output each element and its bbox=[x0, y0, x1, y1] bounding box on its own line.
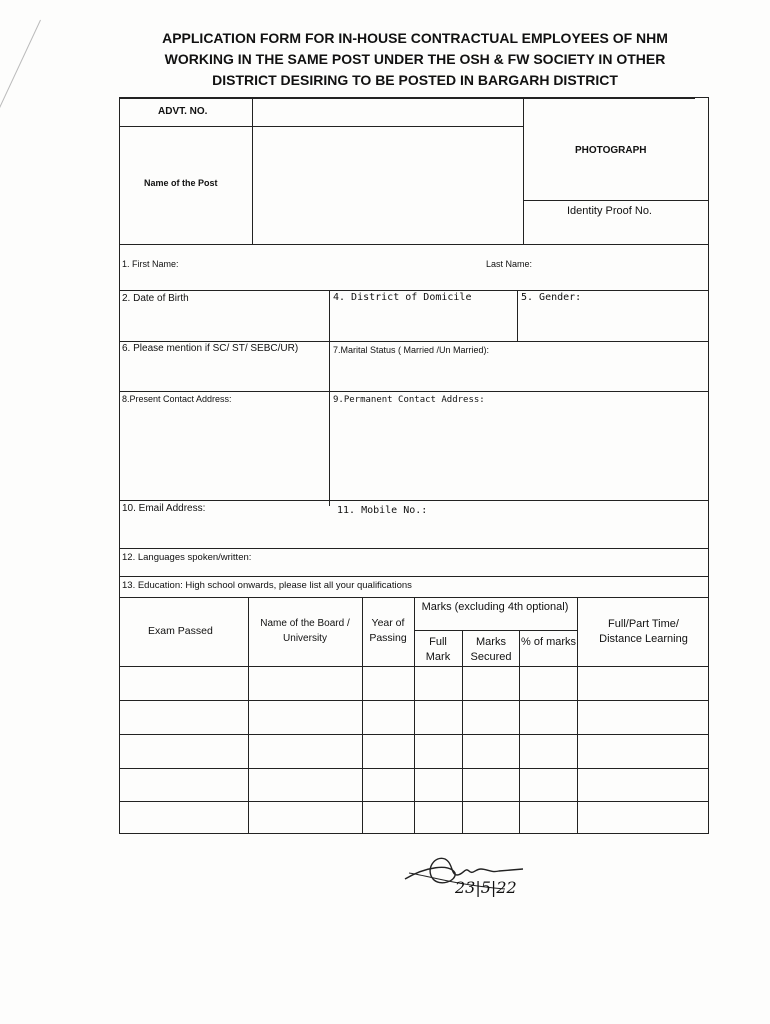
row1-bottom bbox=[119, 290, 709, 291]
percent-header: % of marks bbox=[521, 636, 577, 648]
identity-proof-label: Identity Proof No. bbox=[567, 205, 652, 217]
mobile-label: 11. Mobile No.: bbox=[337, 505, 428, 516]
edu-col-6 bbox=[577, 597, 578, 834]
photograph-label: PHOTOGRAPH bbox=[575, 145, 647, 156]
edu-col-2 bbox=[362, 597, 363, 834]
form-title bbox=[120, 28, 710, 91]
name-of-post-label: Name of the Post bbox=[144, 178, 218, 188]
advt-bottom-line bbox=[119, 126, 524, 127]
exam-passed-header: Exam Passed bbox=[148, 625, 213, 637]
advt-divider bbox=[252, 97, 253, 244]
marks-subheader-line bbox=[414, 630, 577, 631]
marital-status-label: 7.Marital Status ( Married /Un Married): bbox=[333, 345, 490, 355]
full-mark-header: Full Mark bbox=[425, 636, 451, 663]
gender-label: 5. Gender: bbox=[521, 292, 582, 303]
advt-no-label: ADVT. NO. bbox=[158, 106, 208, 117]
photo-divider bbox=[523, 97, 524, 244]
row2-divider-1 bbox=[329, 290, 330, 506]
edu-row-1 bbox=[119, 700, 709, 701]
edu-col-3 bbox=[414, 597, 415, 834]
row5-bottom bbox=[119, 548, 709, 549]
district-label: 4. District of Domicile bbox=[333, 292, 472, 303]
permanent-address-label: 9.Permanent Contact Address: bbox=[333, 395, 485, 405]
header-bottom-line bbox=[119, 244, 709, 245]
row2-divider-2 bbox=[517, 290, 518, 341]
email-label: 10. Email Address: bbox=[122, 503, 206, 514]
mode-header: Full/Part Time/ Distance Learning bbox=[599, 618, 688, 645]
first-name-label: 1. First Name: bbox=[122, 259, 179, 269]
title-line-3: DISTRICT DESIRING TO BE POSTED IN BARGARH DISTRICT bbox=[212, 72, 618, 88]
category-label: 6. Please mention if SC/ ST/ SEBC/UR) bbox=[122, 343, 299, 354]
board-header: Name of the Board / University bbox=[260, 618, 350, 644]
year-header: Year of Passing bbox=[369, 617, 407, 644]
edu-row-3 bbox=[119, 768, 709, 769]
row4-bottom bbox=[119, 500, 709, 501]
title-line-2: WORKING IN THE SAME POST UNDER THE OSH & FW SOCIETY IN OTHER bbox=[164, 51, 666, 67]
title-line-1: APPLICATION FORM FOR IN-HOUSE CONTRACTUAL EMPLOYEES OF NHM bbox=[162, 30, 668, 46]
dob-label: 2. Date of Birth bbox=[122, 293, 189, 304]
edu-row-2 bbox=[119, 734, 709, 735]
signature-date: 23|5|22 bbox=[455, 878, 517, 897]
marks-secured-header: Marks Secured bbox=[470, 636, 512, 663]
edu-row-4 bbox=[119, 801, 709, 802]
edu-col-4 bbox=[462, 630, 463, 834]
marks-header: Marks (excluding 4th optional) bbox=[421, 601, 569, 613]
last-name-label: Last Name: bbox=[486, 259, 533, 269]
row6-bottom bbox=[119, 576, 709, 577]
education-label: 13. Education: High school onwards, please list all your qualifications bbox=[122, 580, 412, 591]
edu-col-1 bbox=[248, 597, 249, 834]
edu-col-5 bbox=[519, 630, 520, 834]
identity-top-line bbox=[523, 200, 709, 201]
row3-bottom bbox=[119, 391, 709, 392]
row2-bottom bbox=[119, 341, 709, 342]
scan-artifact bbox=[0, 20, 41, 202]
languages-label: 12. Languages spoken/written: bbox=[122, 552, 252, 563]
present-address-label: 8.Present Contact Address: bbox=[122, 394, 232, 404]
edu-header-bottom bbox=[119, 666, 709, 667]
